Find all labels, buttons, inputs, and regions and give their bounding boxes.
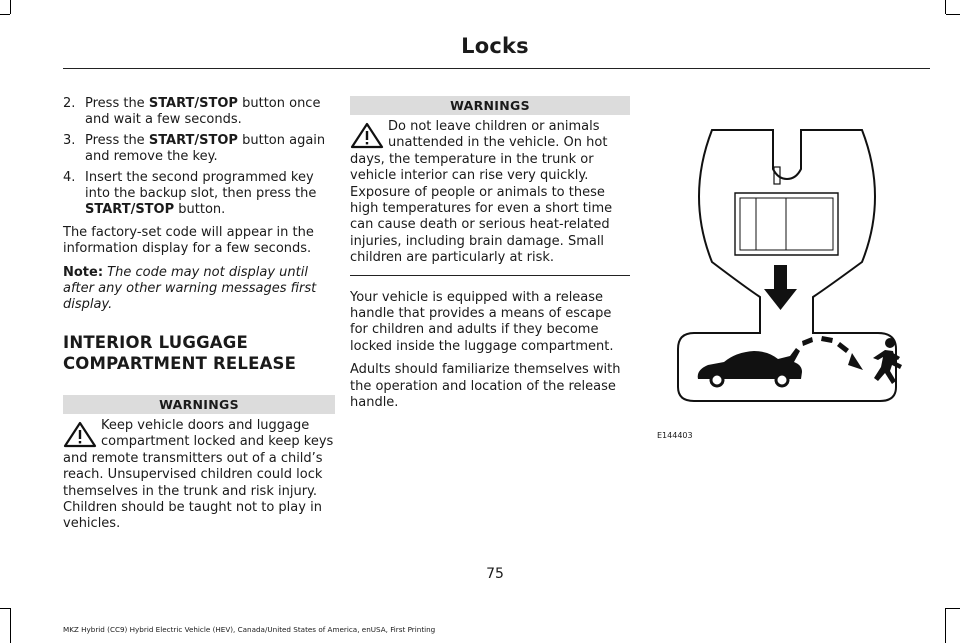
warnings-header: WARNINGS [63, 395, 335, 414]
right-column [350, 96, 630, 419]
trunk-release-handle-illustration [650, 127, 928, 427]
crop-mark [10, 608, 11, 643]
step-item [63, 96, 335, 129]
down-arrow-icon [764, 265, 797, 310]
step-item [63, 133, 335, 166]
release-handle-paragraph: Your vehicle is equipped with a release handle that provides a means of escape for children and adults if they become locked inside the luggage compartment. [350, 289, 614, 354]
step-text: Insert the second programmed key into the backup slot, then press the START/STOP button. [85, 169, 317, 218]
crop-mark [0, 14, 10, 15]
warning-block [350, 119, 630, 267]
note-paragraph [63, 265, 335, 314]
step-number: 4. [63, 169, 76, 185]
step-text: Press the START/STOP button once and wait a few seconds. [85, 96, 321, 128]
crop-mark [945, 0, 946, 14]
left-column [63, 96, 335, 533]
warning-block [63, 418, 335, 533]
header-rule [63, 68, 930, 69]
warning-text: Do not leave children or animals unattended in the vehicle. On hot days, the temperature in the trunk or vehicle interior can rise very quickly. Exposure of people or animals to these high temperatures for even a short time can cause death or serious heat-related injuries, including brain damage. Small children are particularly at risk. [350, 119, 613, 266]
section-heading: INTERIOR LUGGAGE COMPARTMENT RELEASE [63, 332, 297, 373]
button-name: START/STOP [85, 202, 175, 218]
running-child-icon [873, 338, 902, 384]
note-label: Note: [63, 264, 104, 280]
step-number: 3. [63, 132, 76, 148]
crop-mark [946, 608, 960, 609]
warning-end-rule [350, 275, 630, 276]
step-number: 2. [63, 96, 76, 111]
warning-triangle-icon [350, 122, 384, 149]
step-item [63, 170, 335, 219]
note-text: The code may not display until after any other warning messages first display. [63, 264, 317, 313]
warning-triangle-icon [63, 421, 97, 448]
car-icon [698, 348, 802, 386]
escape-path-arrow-icon [802, 336, 863, 370]
figure-code: E144403 [657, 431, 693, 440]
factory-code-paragraph: The factory-set code will appear in the information display for a few seconds. [63, 224, 314, 257]
crop-mark [10, 0, 11, 14]
crop-mark [946, 14, 960, 15]
warnings-header: WARNINGS [350, 96, 630, 115]
button-name: START/STOP [148, 132, 238, 148]
button-name: START/STOP [148, 96, 238, 111]
footer-text: MKZ Hybrid (CC9) Hybrid Electric Vehicle (HEV), Canada/United States of America, enUSA, First Printing [63, 625, 436, 634]
familiarize-paragraph: Adults should familiarize themselves with the operation and location of the release handle. [350, 362, 621, 411]
warning-text: Keep vehicle doors and luggage compartment locked and keep keys and remote transmitters out of a child’s reach. Unsupervised children could lock themselves in the trunk and risk injury. Children should be taught not to play in vehicles. [63, 417, 334, 532]
page-title: Locks [461, 34, 529, 58]
page-number: 75 [486, 566, 504, 582]
crop-mark [945, 608, 946, 643]
crop-mark [0, 608, 10, 609]
step-text: Press the START/STOP button again and remove the key. [85, 132, 326, 165]
